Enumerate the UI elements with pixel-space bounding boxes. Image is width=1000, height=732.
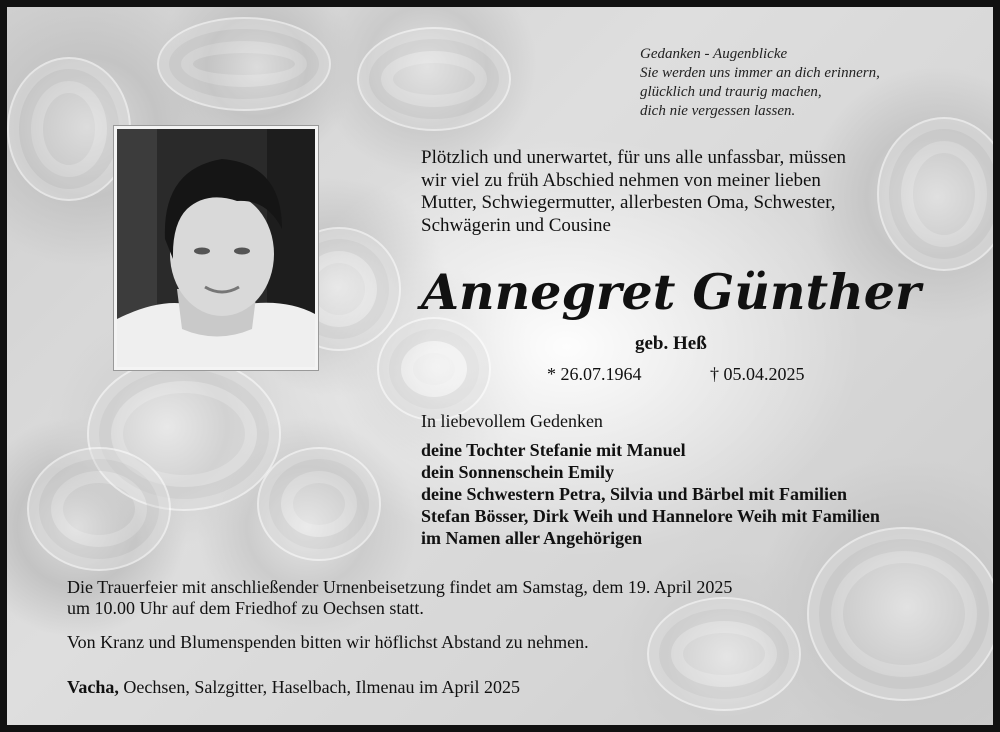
family-line: im Namen aller Angehörigen: [421, 528, 643, 548]
poem-line: Sie werden uns immer an dich erinnern,: [640, 65, 880, 81]
deceased-name: Annegret Günther: [421, 263, 921, 321]
family-line: Stefan Bösser, Dirk Weih und Hannelore Weih mit Familien: [421, 506, 880, 526]
portrait-image: [117, 129, 315, 367]
place-rest: Oechsen, Salzgitter, Haselbach, Ilmenau im April 2025: [118, 677, 521, 697]
memory-heading: In liebevollem Gedenken: [421, 411, 603, 431]
family-line: deine Tochter Stefanie mit Manuel: [421, 440, 686, 460]
flowers-note: Von Kranz und Blumenspenden bitten wir höflichst Abstand zu nehmen.: [67, 632, 589, 652]
rose-decoration: [377, 317, 491, 421]
death-date: † 05.04.2025: [710, 364, 805, 384]
birth-date: * 26.07.1964: [547, 364, 642, 384]
rose-decoration: [157, 17, 331, 111]
intro-text: [421, 147, 846, 237]
portrait-photo: [113, 125, 319, 371]
funeral-service-info: [67, 577, 732, 619]
rose-decoration: [807, 527, 1000, 701]
intro-line: wir viel zu früh Abschied nehmen von meiner lieben: [421, 169, 821, 191]
intro-line: Plötzlich und unerwartet, für uns alle unfassbar, müssen: [421, 147, 847, 168]
rose-decoration: [27, 447, 171, 571]
poem-line: glücklich und traurig machen,: [640, 84, 822, 100]
family-list: [421, 439, 880, 549]
place-main: Vacha,: [67, 677, 119, 697]
poem-line: Gedanken - Augenblicke: [640, 46, 788, 62]
rose-decoration: [877, 117, 1000, 271]
birth-name: geb. Heß: [635, 333, 707, 354]
intro-line: Schwägerin und Cousine: [421, 214, 611, 236]
service-line: um 10.00 Uhr auf dem Friedhof zu Oechsen statt.: [67, 598, 424, 618]
poem-verse: [640, 45, 880, 121]
place-date-line: [67, 677, 520, 698]
service-line: Die Trauerfeier mit anschließender Urnenbeisetzung findet am Samstag, dem 19. April 2025: [67, 577, 733, 597]
family-line: dein Sonnenschein Emily: [421, 462, 615, 482]
rose-decoration: [257, 447, 381, 561]
intro-line: Mutter, Schwiegermutter, allerbesten Oma, Schwester,: [421, 192, 836, 213]
poem-line: dich nie vergessen lassen.: [640, 103, 796, 119]
rose-decoration: [357, 27, 511, 131]
family-line: deine Schwestern Petra, Silvia und Bärbel mit Familien: [421, 484, 847, 504]
